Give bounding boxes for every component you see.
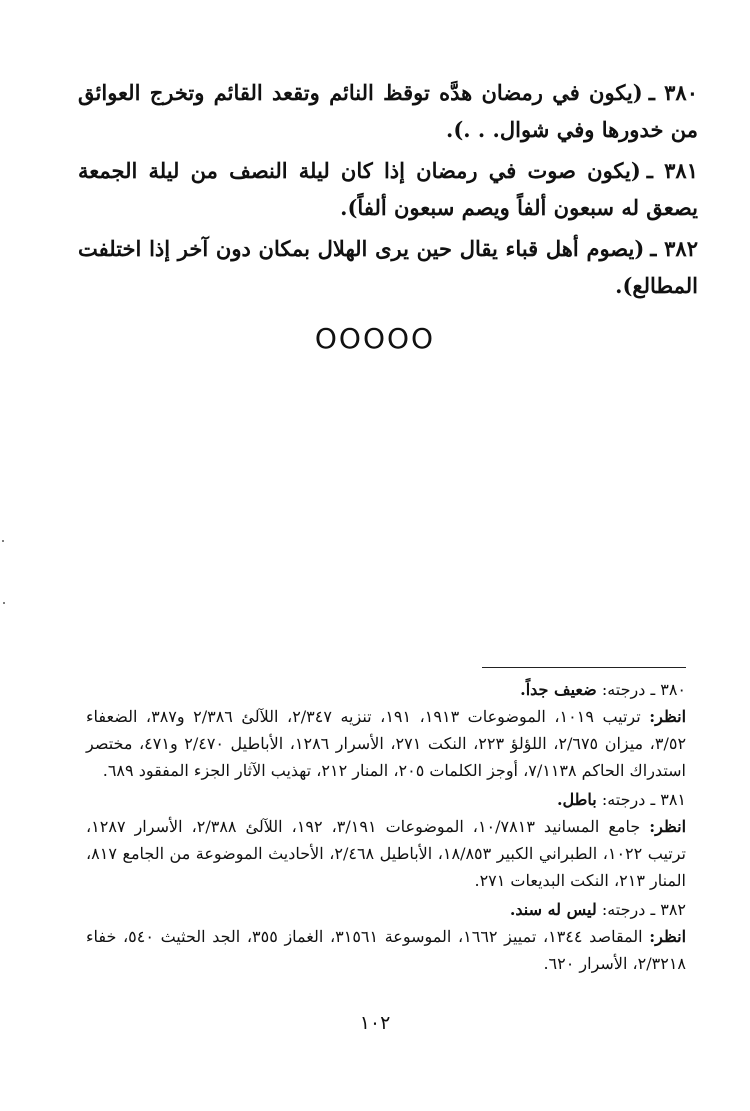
hadith-text: (يكون صوت في رمضان إذا كان ليلة النصف من ليلة الجمعة يصعق له سبعون ألفاً ويصم سبعون ألفاً).: [78, 158, 698, 220]
page-number: ١٠٢: [359, 1012, 391, 1034]
hadith-number: ٣٨٢ ـ: [650, 236, 698, 261]
grade-prefix: ٣٨٢ ـ درجته:: [601, 900, 686, 919]
footnote-grade: [86, 676, 686, 703]
references-text: المقاصد ١٣٤٤، تمييز ١٦٦٢، الموسوعة ٣١٥٦١، الغماز ٣٥٥، الجد الحثيث ٥٤٠، خفاء ٢/٣٢١٨، الأسرار ٦٢٠.: [86, 927, 686, 973]
references-label: انظر:: [649, 927, 687, 946]
references-text: ترتيب ١٠١٩، الموضوعات ١٩١٣، ١٩١، تنزيه ٢/٣٤٧، اللآلئ ٢/٣٨٦ و٣٨٧، الضعفاء ٣/٥٢، ميزان ٢/٦٧٥، اللؤلؤ ٢٢٣، النكت ٢٧١، الأسرار ١٢٨٦، الأباطيل ٢/٤٧٠ و٤٧١، مختصر استدراك الحاكم ٧/١١٣٨، أوجز الكلمات ٢٠٥، المنار ٢١٢، تهذيب الآثار الجزء المفقود ٦٨٩.: [86, 707, 687, 780]
footnote-references: [86, 923, 686, 977]
grade-prefix: ٣٨٠ ـ درجته:: [601, 680, 686, 699]
scan-speck: [3, 602, 5, 604]
footnote-grade: [86, 896, 686, 923]
footnote-grade: [86, 786, 686, 813]
references-label: انظر:: [649, 817, 687, 836]
hadith-entry-381: [78, 152, 698, 226]
references-text: جامع المسانيد ١٠/٧٨١٣، الموضوعات ٣/١٩١، ١٩٢، اللآلئ ٢/٣٨٨، الأسرار ١٢٨٧، ترتيب ١٠٢٢، الطبراني الكبير ١٨/٨٥٣، الأباطيل ٢/٤٦٨، الأحاديث الموضوعة من الجامع ٨١٧، المنار ٢١٣، النكت البديعات ٢٧١.: [86, 817, 686, 890]
hadith-text: (يصوم أهل قباء يقال حين يرى الهلال بمكان دون آخر إذا اختلفت المطالع).: [78, 236, 698, 298]
hadith-number: ٣٨١ ـ: [646, 158, 698, 183]
hadith-entry-382: [78, 230, 698, 304]
footnotes: [86, 676, 686, 979]
hadith-text: (يكون في رمضان هدَّه توقظ النائم وتقعد القائم وتخرج العوائق من خدورها وفي شوال. . .).: [78, 80, 698, 142]
grade-verdict: ضعيف جداً.: [520, 680, 597, 699]
grade-verdict: ليس له سند.: [509, 900, 597, 919]
section-divider-ornament: OOOOO: [314, 322, 436, 355]
scan-speck: [2, 540, 4, 542]
grade-prefix: ٣٨١ ـ درجته:: [601, 790, 686, 809]
footnote-382: [86, 896, 686, 977]
footnote-380: [86, 676, 686, 784]
footnote-references: [86, 703, 686, 784]
hadith-entry-380: [78, 74, 698, 148]
footnote-references: [86, 813, 686, 894]
footnote-separator: [482, 667, 686, 668]
references-label: انظر:: [649, 707, 687, 726]
hadith-entries: [78, 74, 698, 308]
hadith-number: ٣٨٠ ـ: [648, 80, 698, 105]
footnote-381: [86, 786, 686, 894]
grade-verdict: باطل.: [556, 790, 597, 809]
